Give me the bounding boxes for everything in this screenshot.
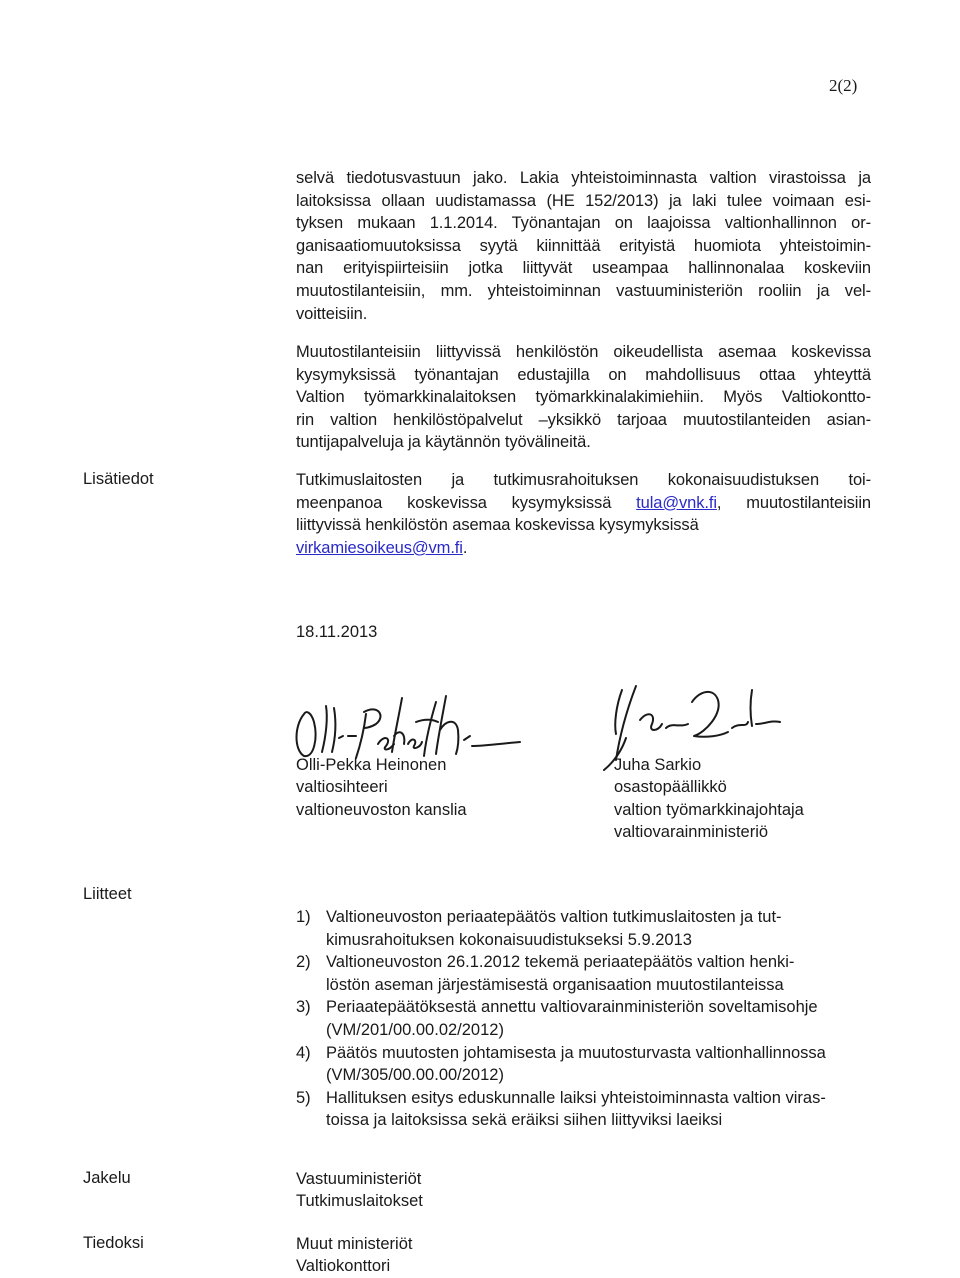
signatory-title: valtiosihteeri: [296, 778, 388, 797]
attachment-number: 3): [296, 998, 311, 1017]
attachment-line: toissa ja laitoksissa sekä eräiksi siihen liittyviksi laeiksi: [326, 1111, 723, 1130]
liitteet-label: Liitteet: [83, 885, 132, 903]
text-line: tuntijapalveluja ja käytännön työvälineitä.: [296, 433, 591, 452]
document-date: 18.11.2013: [296, 623, 378, 641]
page-number: 2(2): [829, 76, 858, 95]
attachment-line: Päätös muutosten johtamisesta ja muutosturvasta valtionhallinnossa: [326, 1043, 826, 1062]
lisatiedot-section: [296, 469, 871, 559]
text-line: rin valtion henkilöstöpalvelut –yksikkö tarjoaa muutostilanteiden asian-: [296, 410, 871, 429]
tiedoksi-label: Tiedoksi: [83, 1234, 144, 1252]
text-line: Muutostilanteisiin liittyvissä henkilöstön oikeudellista asemaa koskevissa: [296, 343, 871, 361]
text-line: liittyvissä henkilöstön asemaa koskevissa kysymyksissä: [296, 516, 699, 535]
text-line: Valtion työmarkkinalaitoksen työmarkkinalakimiehiin. Myös Valtiokontto-: [296, 388, 871, 407]
signatory-left: [296, 754, 467, 821]
text-segment: , muutostilanteisiin: [716, 493, 871, 512]
attachment-item: [296, 1042, 871, 1087]
jakelu-recipients: [296, 1168, 423, 1213]
attachment-item: [296, 996, 871, 1041]
text-line: muutostilanteisiin, mm. yhteistoiminnan vastuuministeriön rooliin ja vel-: [296, 281, 871, 300]
attachment-line: löstön aseman järjestämisestä organisaation muutostilanteissa: [326, 975, 784, 994]
paragraph-tiedotusvastuu: [296, 167, 871, 325]
text-line: tyksen mukaan 1.1.2014. Työnantajan on laajoissa valtionhallinnon or-: [296, 214, 871, 233]
attachment-item: [296, 906, 871, 951]
recipient: Vastuuministeriöt: [296, 1170, 422, 1188]
text-line: laitoksissa ollaan uudistamassa (HE 152/2013) ja laki tulee voimaan esi-: [296, 191, 871, 210]
text-line: Tutkimuslaitosten ja tutkimusrahoituksen kokonaisuudistuksen toi-: [296, 471, 871, 489]
recipient: Tutkimuslaitokset: [296, 1192, 423, 1211]
text-line: kysymyksissä työnantajan edustajilla on mahdollisuus ottaa yhteyttä: [296, 365, 871, 384]
attachment-line: Valtioneuvoston periaatepäätös valtion tutkimuslaitosten ja tut-: [326, 908, 782, 926]
attachments-list: [296, 906, 871, 1132]
signatory-title: osastopäällikkö: [614, 778, 727, 797]
attachment-number: 4): [296, 1043, 311, 1062]
text-line: selvä tiedotusvastuun jako. Lakia yhteistoiminnasta valtion virastoissa ja: [296, 169, 871, 187]
text-line: nan erityispiirteisiin jotka liittyvät useampaa hallinnonalaa koskeviin: [296, 259, 871, 278]
attachment-item: [296, 1087, 871, 1132]
signatory-name: Juha Sarkio: [614, 756, 702, 774]
text-line: [296, 537, 871, 560]
attachment-line: Periaatepäätöksestä annettu valtiovarainministeriön soveltamisohje: [326, 998, 818, 1017]
paragraph-muutostilanteet: [296, 341, 871, 454]
email-link-tula[interactable]: tula@vnk.fi: [636, 493, 717, 512]
attachment-number: 1): [296, 908, 311, 926]
recipient: Muut ministeriöt: [296, 1235, 413, 1253]
text-line: [296, 492, 871, 515]
jakelu-label: Jakelu: [83, 1169, 131, 1187]
signatory-name: Olli-Pekka Heinonen: [296, 756, 447, 774]
text-segment: meenpanoa koskevissa kysymyksissä: [296, 493, 637, 512]
tiedoksi-recipients: [296, 1233, 412, 1278]
attachment-line: Valtioneuvoston 26.1.2012 tekemä periaatepäätös valtion henki-: [326, 953, 795, 972]
attachment-line: (VM/201/00.00.02/2012): [326, 1020, 504, 1039]
signatory-org: valtioneuvoston kanslia: [296, 800, 467, 819]
attachment-line: (VM/305/00.00.00/2012): [326, 1066, 504, 1085]
email-link-virkamiesoikeus[interactable]: virkamiesoikeus@vm.fi: [296, 538, 463, 557]
attachment-number: 2): [296, 953, 311, 972]
attachment-number: 5): [296, 1088, 311, 1107]
signatory-role: valtion työmarkkinajohtaja: [614, 800, 804, 819]
attachment-line: kimusrahoituksen kokonaisuudistukseksi 5.9.2013: [326, 930, 692, 949]
signatory-org: valtiovarainministeriö: [614, 823, 769, 842]
attachment-item: [296, 951, 871, 996]
text-line: ganisaatiomuutoksissa syytä kiinnittää erityistä huomiota yhteistoimin-: [296, 236, 871, 255]
attachment-line: Hallituksen esitys eduskunnalle laiksi yhteistoiminnasta valtion viras-: [326, 1088, 826, 1107]
lisatiedot-label: Lisätiedot: [83, 470, 154, 488]
recipient: Valtiokonttori: [296, 1257, 391, 1276]
text-line: voitteisiin.: [296, 304, 368, 323]
signatory-right: [614, 754, 804, 844]
text-segment: .: [462, 538, 468, 557]
